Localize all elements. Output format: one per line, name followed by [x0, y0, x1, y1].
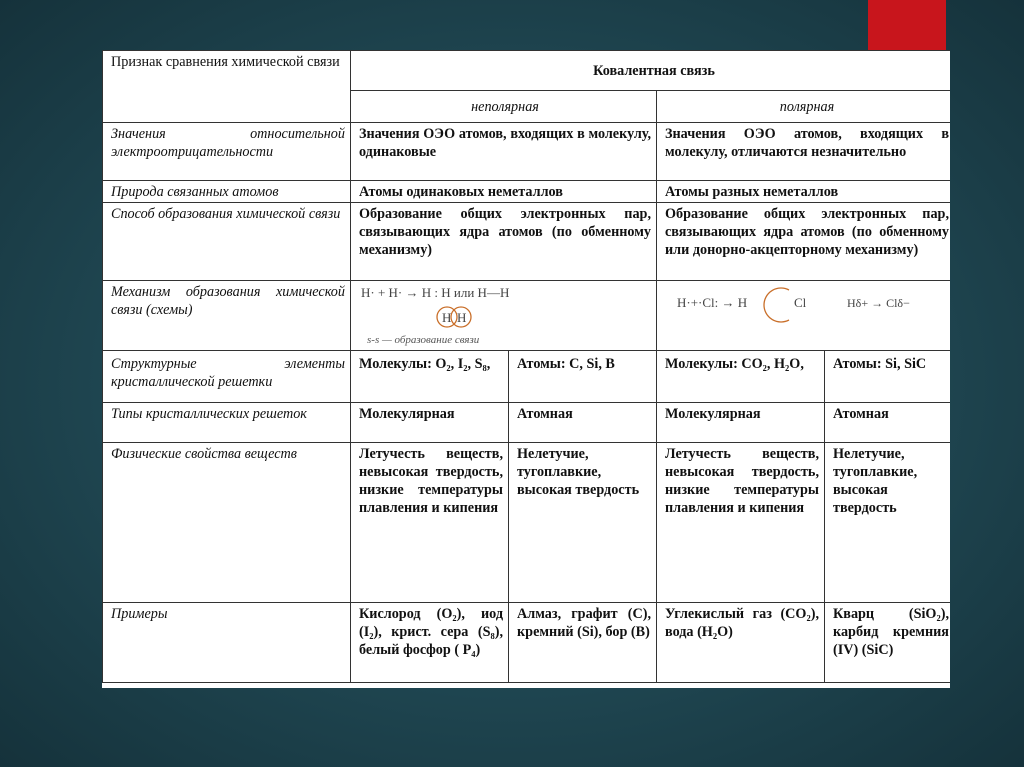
red-accent-block [868, 0, 946, 50]
physical-c3: Летучесть веществ, невысокая твердость, низкие температуры плавления и кипения [657, 443, 825, 603]
physical-c2: Нелетучие, тугоплавкие, высокая твердость [509, 443, 657, 603]
polar-equation-cl: Cl [794, 295, 807, 310]
polar-bond-diagram [657, 281, 951, 351]
lattice-c2: Атомная [509, 403, 657, 443]
examples-c3: Углекислый газ (CO₂), вода (H₂O) [657, 603, 825, 683]
eo-polar: Значения ОЭО атомов, входящих в молекулу, отличаются незначительно [657, 123, 951, 181]
row-physical-properties [103, 443, 951, 603]
structural-nonpolar-atomic: Атомы: C, Si, B [509, 351, 657, 403]
row-structural-elements [103, 351, 951, 403]
mechanism-label: Механизм образования химической связи (схемы) [103, 281, 351, 351]
row-mechanism [103, 281, 951, 351]
covalent-bond-table [102, 50, 950, 683]
nonpolar-bond-diagram [351, 281, 657, 351]
overlap-caption: s-s — образование связи [367, 334, 480, 346]
row-atom-nature [103, 181, 951, 203]
row-formation-method [103, 203, 951, 281]
physical-c4: Нелетучие, тугоплавкие, высокая твердость [825, 443, 951, 603]
nonpolar-header: неполярная [351, 91, 657, 123]
lattice-c1: Молекулярная [351, 403, 509, 443]
eo-nonpolar: Значения ОЭО атомов, входящих в молекулу, одинаковые [351, 123, 657, 181]
partial-charges: Hδ+ → Clδ− [847, 296, 910, 310]
examples-c1: Кислород (O₂), иод (I₂), крист. сера (S₈), белый фосфор ( P₄) [351, 603, 509, 683]
lattice-c4: Атомная [825, 403, 951, 443]
covalent-header: Ковалентная связь [351, 51, 951, 91]
slide-sheet [102, 50, 950, 688]
nature-polar: Атомы разных неметаллов [657, 181, 951, 203]
nature-nonpolar: Атомы одинаковых неметаллов [351, 181, 657, 203]
orbital-overlap-icon [764, 288, 789, 322]
structural-nonpolar-molecular: Молекулы: O₂, I₂, S₈, [351, 351, 509, 403]
polar-equation: H·+·Cl: → H [677, 295, 748, 310]
polar-header: полярная [657, 91, 951, 123]
structural-polar-atomic: Атомы: Si, SiC [825, 351, 951, 403]
examples-label: Примеры [103, 603, 351, 683]
row-examples [103, 603, 951, 683]
row-electronegativity [103, 123, 951, 181]
examples-c4: Кварц (SiO₂), карбид кремния (IV) (SiC) [825, 603, 951, 683]
eo-label: Значения относительной электроотрицательности [103, 123, 351, 181]
header-row [103, 51, 951, 91]
nature-label: Природа связанных атомов [103, 181, 351, 203]
examples-c2: Алмаз, графит (C), кремний (Si), бор (B) [509, 603, 657, 683]
structural-polar-molecular: Молекулы: CO₂, H₂O, [657, 351, 825, 403]
orbital-atom-left: H [442, 310, 452, 325]
lattice-label: Типы кристаллических решеток [103, 403, 351, 443]
row-lattice-types [103, 403, 951, 443]
structural-label: Структурные элементы кристаллической решетки [103, 351, 351, 403]
method-nonpolar: Образование общих электронных пар, связывающих ядра атомов (по обменному механизму) [351, 203, 657, 281]
orbital-atom-right: H [457, 310, 467, 325]
physical-c1: Летучесть веществ, невысокая твердость, низкие температуры плавления и кипения [351, 443, 509, 603]
criterion-header: Признак сравнения химической связи [103, 51, 351, 123]
nonpolar-equation: H· + H· → H : H или H—H [361, 285, 510, 300]
method-label: Способ образования химической связи [103, 203, 351, 281]
method-polar: Образование общих электронных пар, связывающих ядра атомов (по обменному или донорно-акцепторному механизму) [657, 203, 951, 281]
physical-label: Физические свойства веществ [103, 443, 351, 603]
lattice-c3: Молекулярная [657, 403, 825, 443]
